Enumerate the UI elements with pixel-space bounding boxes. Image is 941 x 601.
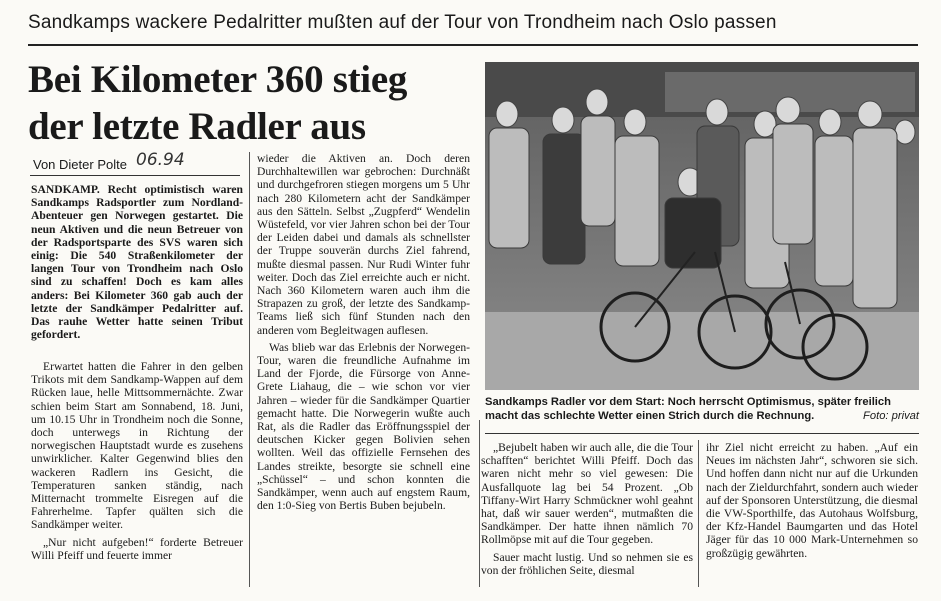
body-paragraph: „Bejubelt haben wir auch alle, die die Tour schafften“ berichtet Willi Pfeiff. Doch das waren nicht mehr so viel gewesen: Die Ausfallquote lag bei 54 Prozent. „Ob Tiffany-Wirt Harry Schmückner wohl geahnt hat, daß wir sauer werden“, mutmaßten die Sandkämper. Der hatte ihnen nämlich 70 Rollmöpse mit auf die Tour gegeben. — [481, 441, 693, 547]
headline — [28, 56, 473, 150]
headline-line-1: Bei Kilometer 360 stieg — [28, 58, 408, 101]
column-divider — [479, 420, 480, 587]
caption-text: Sandkamps Radler vor dem Start: Noch herrscht Optimismus, später freilich macht das schlechte Wetter einen Strich durch die Rechnung. — [485, 396, 891, 422]
column-1-body — [31, 360, 243, 562]
team-photo — [485, 62, 919, 390]
byline: Von Dieter Polte — [33, 157, 127, 172]
body-paragraph: Sauer macht lustig. Und so nehmen sie es von der fröhlichen Seite, diesmal — [481, 550, 693, 577]
team-photo-illustration — [485, 62, 919, 390]
column-2 — [257, 152, 470, 512]
body-paragraph: Was blieb war das Erlebnis der Norwegen-Tour, waren die freundliche Aufnahme im Land der Fjorde, die Fürsorge von Anne-Grete Liahaug, die – wie schon vor vier Jahren – wieder für die Sandkämper Quartier gemacht hatte. Die Norwegerin wußte auch Rat, als die Radler das Eröffnungsspiel der deutschen Kicker gegen Bolivien sehen wollten. Weil das offizielle Fernsehen des Landes streikte, besorgte sie schnell eine „Schüssel“ – und schon konnten die Sandkämper, wenn auch auf engstem Raum, den 1:0-Sieg von Bertis Buben bejubeln. — [257, 340, 470, 513]
column-1-lead — [31, 183, 243, 341]
column-divider — [249, 152, 250, 587]
caption-rule — [485, 433, 919, 434]
column-3 — [481, 441, 693, 577]
body-paragraph: Erwartet hatten die Fahrer in den gelben Trikots mit dem Sandkamp-Wappen auf dem Rücken laue, helle Mittsommernächte. Zwar schien beim Start am Sonnabend, 18. Juni, um 10.15 Uhr in Trondheim noch die Sonne, doch unterwegs in Richtung der norwegischen Hauptstadt wurde es zusehens unwirklicher. Kalter Gegenwind blies den wackeren Radlern ins Gesicht, die Temperaturen sanken ständig, nach Mitternacht trommelte Eisregen auf die Fahrerhelme. Tapfer quälten sich die Sandkämper weiter. — [31, 360, 243, 532]
handwritten-date: 06.94 — [136, 150, 185, 170]
kicker-rule — [28, 44, 918, 46]
photo-credit: Foto: privat — [863, 409, 919, 422]
body-paragraph: ihr Ziel nicht erreicht zu haben. „Auf ein Neues im nächsten Jahr“, schworen sie sich. Und hoffen dann nicht nur auf die Urkunden nach der Zieldurchfahrt, sondern auch wieder auf der Sponsoren Unterstützung, die diesmal die VW-Sporthilfe, das Autohaus Wolfsburg, der Kfz-Handel Baumgarten und das Hotel Jäger für das 10 000 Mark-Unternehmen so großzügig gewährten. — [706, 441, 918, 560]
column-divider — [698, 440, 699, 587]
headline-line-2: der letzte Radler aus — [28, 105, 366, 148]
kicker-line: Sandkamps wackere Pedalritter mußten auf der Tour von Trondheim nach Oslo passen — [28, 12, 777, 33]
lead-paragraph: SANDKAMP. Recht optimistisch waren Sandkamps Radsportler zum Nordland-Abenteuer gen Norwegen gestartet. Die neun Aktiven und die neun Betreuer von der Radsportsparte des SVS waren sich einig: Die 540 Straßenkilometer der langen Tour von Trondheim nach Oslo sind zu schaffen! Doch es kam alles anders: Bei Kilometer 360 gab auch der letzte der Sandkämper Pedalritter auf. Das rauhe Wetter hatte seinen Tribut gefordert. — [31, 183, 243, 342]
photo-caption — [485, 396, 919, 423]
body-paragraph: wieder die Aktiven an. Doch deren Durchhaltewillen war gebrochen: Durchnäßt und durchgefroren stiegen morgens um 5 Uhr nach 280 Kilometern acht der Sandkämper aus den Sätteln. Selbst „Zugpferd“ Wendelin Wüstefeld, vor vier Jahren schon bei der Tour der Leiden dabei und damals als schnellster der Truppe souverän durchs Ziel fahrend, mußte diesmal passen. Nur Rudi Winter fuhr weiter. Doch das Ziel erreichte auch er nicht. Nach 360 Kilometern waren auch ihm die Strapazen zu groß, der letzte des Sandkamp-Teams ließ sich fünf Stunden nach den anderen vom Begleitwagen auflesen. — [257, 152, 470, 337]
body-paragraph: „Nur nicht aufgeben!“ forderte Betreuer Willi Pfeiff und feuerte immer — [31, 535, 243, 562]
column-4 — [706, 441, 918, 560]
byline-rule — [30, 175, 240, 176]
